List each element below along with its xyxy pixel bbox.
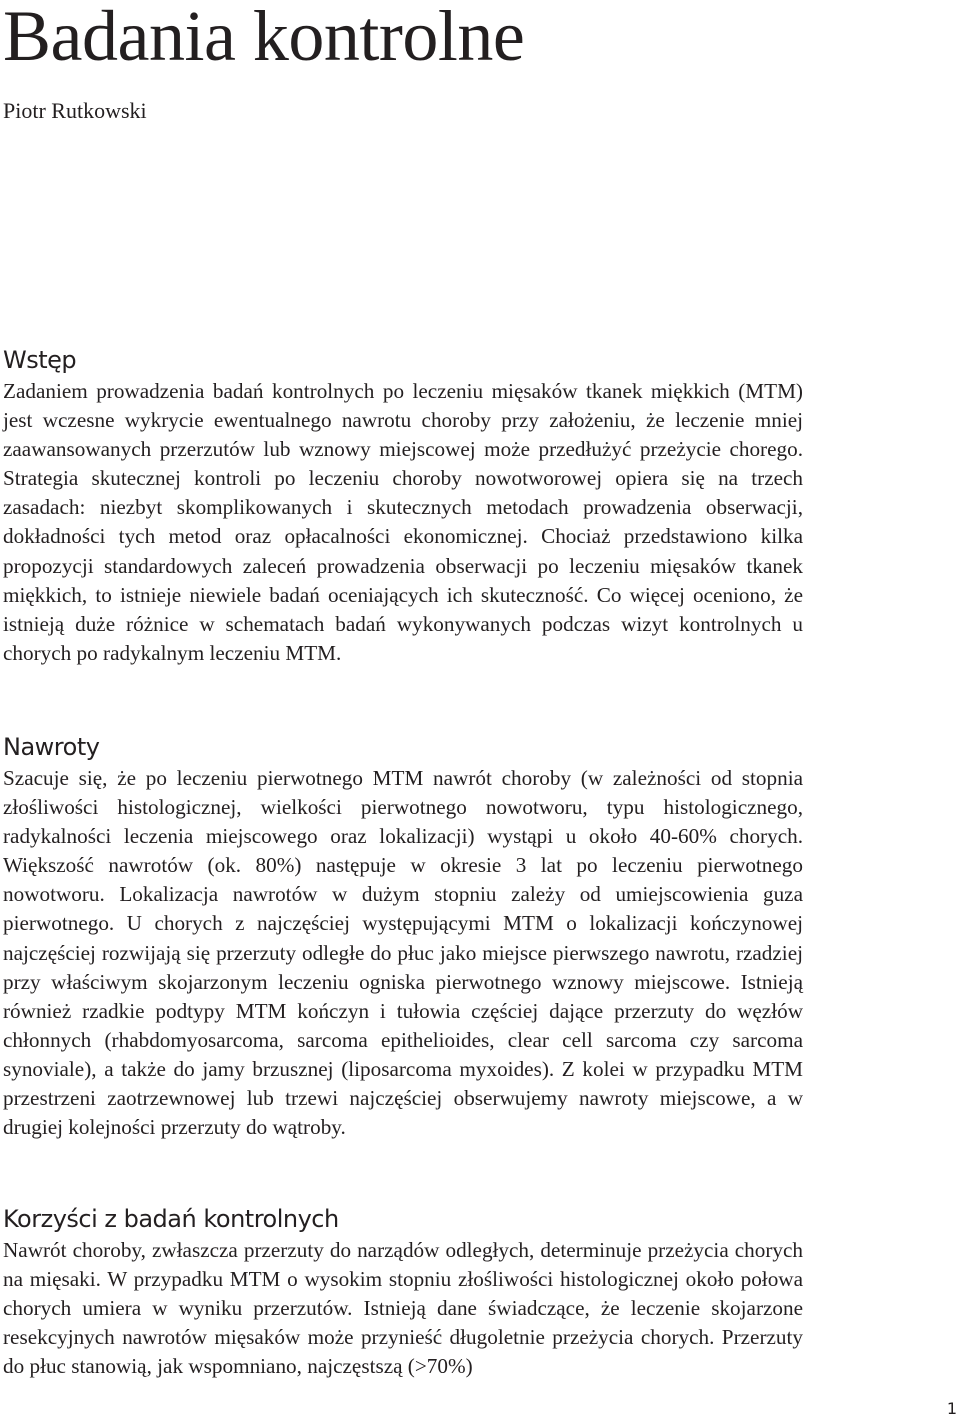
section-korzysci	[3, 1204, 803, 1381]
section-text: Nawrót choroby, zwłaszcza przerzuty do narządów odległych, determinuje przeżycia chorych na mięsaki. W przypadku MTM o wysokim stopniu złośliwości histologicznej około połowa chorych umiera w wyniku przerzutów. Istnieją dane świadczące, że leczenie skojarzone resekcyjnych nawrotów mięsaków może przynieść długoletnie przeżycia chorych. Przerzuty do płuc stanowią, jak wspomniano, najczęstszą (>70%)	[3, 1238, 803, 1379]
author-name: Piotr Rutkowski	[3, 98, 147, 123]
section-heading: Wstęp	[3, 346, 77, 374]
section-wstep	[3, 345, 803, 668]
section-heading: Korzyści z badań kontrolnych	[3, 1205, 339, 1233]
section-text: Zadaniem prowadzenia badań kontrolnych po leczeniu mięsaków tkanek miękkich (MTM) jest wczesne wykrycie ewentualnego nawrotu choroby przy założeniu, że leczenie mniej zaawansowanych przerzutów lub wznowy miejscowej może przedłużyć przeżycie chorego. Strategia skutecznej kontroli po leczeniu choroby nowotworowej opiera się na trzech zasadach: niezbyt skomplikowanych i skutecznych metodach prowadzenia obserwacji, dokładności tych metod oraz opłacalności ekonomicznej. Chociaż przedstawiono kilka propozycji standardowych zaleceń prowadzenia obserwacji po leczeniu mięsaków tkanek miękkich, to istnieje niewiele badań oceniających ich skuteczność. Co więcej oceniono, że istnieją duże różnice w schematach badań wykonywanych podczas wizyt kontrolnych u chorych po radykalnym leczeniu MTM.	[3, 379, 803, 665]
section-heading: Nawroty	[3, 733, 100, 761]
page-number: 1	[946, 1399, 957, 1418]
document-title: Badania kontrolne	[3, 0, 525, 76]
section-text: Szacuje się, że po leczeniu pierwotnego MTM nawrót choroby (w zależności od stopnia złośliwości histologicznej, wielkości pierwotnego nowotworu, typu histologicznego, radykalności leczenia miejscowego oraz lokalizacji) wystąpi u około 40-60% chorych. Większość nawrotów (ok. 80%) następuje w okresie 3 lat po leczeniu pierwotnego nowotworu. Lokalizacja nawrotów w dużym stopniu zależy od umiejscowienia guza pierwotnego. U chorych z najczęściej występującymi MTM o lokalizacji kończynowej najczęściej rozwijają się przerzuty odległe do płuc jako miejsce pierwszego nawrotu, rzadziej przy właściwym skojarzonym leczeniu ogniska pierwotnego wznowy miejscowe. Istnieją również rzadkie podtypy MTM kończyn i tułowia częściej dające przerzuty do węzłów chłonnych (rhabdomyosarcoma, sarcoma epithelioides, clear cell sarcoma czy sarcoma synoviale), a także do jamy brzusznej (liposarcoma myxoides). Z kolei w przypadku MTM przestrzeni zaotrzewnowej lub trzewi najczęściej obserwujemy nawroty miejscowe, a w drugiej kolejności przerzuty do wątroby.	[3, 766, 803, 1140]
section-nawroty	[3, 732, 803, 1142]
